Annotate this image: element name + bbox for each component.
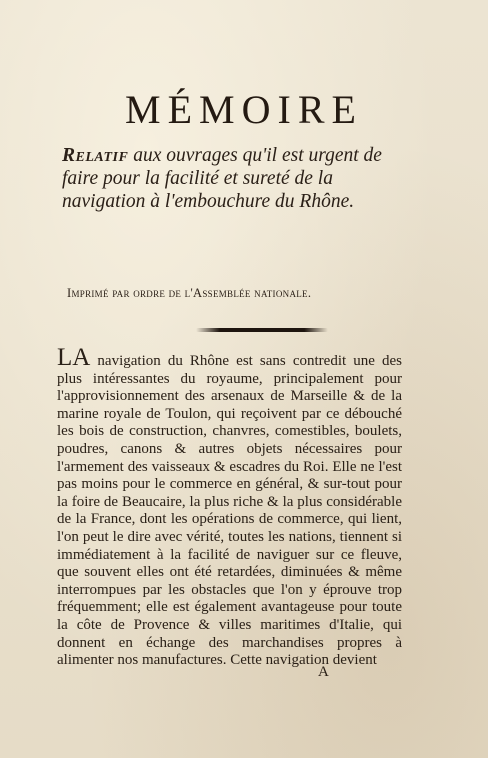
document-title: MÉMOIRE [125,87,363,132]
printing-order-line: Imprimé par ordre de l'Assemblée nationale. [67,286,312,300]
body-text: navigation du Rhône est sans contredit une des plus intéressantes du royaume, principalement pour l'approvisionnement des arsenaux de Marseille & de la marine royale de Toulon, qui reçoivent par ce débouché les bois de construction, chanvres, comestibles, boulets, poudres, canons & autres objets nécessaires pour l'armement des vaisseaux & escadres du Roi. Elle ne l'est pas moins pour le commerce en général, & sur-tout pour la foire de Beaucaire, la plus riche & la plus considérable de la France, dont les opérations de commerce, qui lient, l'on peut le dire avec vérité, toutes les nations, tiennent si immédiatement à la facilité de naviguer sur ce fleuve, que souvent elles ont été retardées, diminuées & même interrompues par les obstacles que l'on y éprouve trop fréquemment; elle est également avantageuse pour toute la côte de Provence & villes maritimes d'Italie, qui donnent en échange des marchandises propres à alimenter nos manufactures. Cette navigation devient [57,353,402,669]
body-paragraph [57,344,402,670]
subtitle-text: aux ouvrages qu'il est urgent de faire pour la facilité et sureté de la navigation à l'embouchure du Rhône. [62,145,382,212]
signature-mark: A [318,664,329,680]
subtitle-lead: Relatif [62,145,129,166]
ornamental-rule [196,328,328,332]
body-dropcap: LA [57,344,91,371]
document-subtitle [62,144,412,213]
